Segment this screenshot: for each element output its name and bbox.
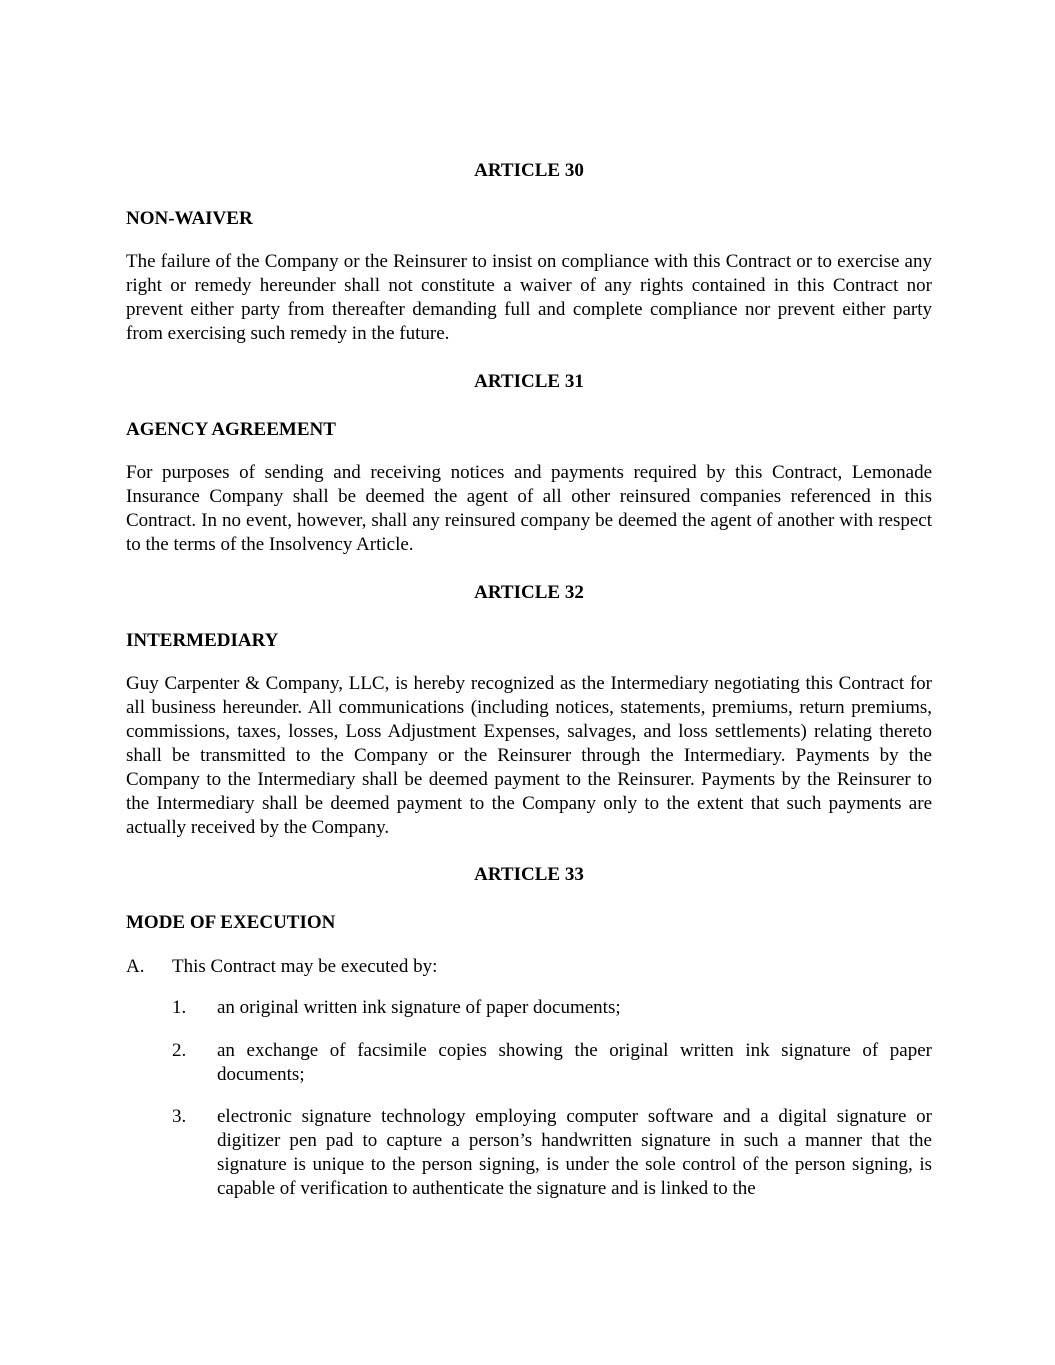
- intermediary-paragraph: Guy Carpenter & Company, LLC, is hereby recognized as the Intermediary negotiating this Contract for all business hereunder. All communications (including notices, statements, premiums, return premiums, commissions, taxes, losses, Loss Adjustment Expenses, salvages, and loss settlements) relating thereto shall be transmitted to the Company or the Reinsurer through the Intermediary. Payments by the Company to the Intermediary shall be deemed payment to the Reinsurer. Payments by the Reinsurer to the Intermediary shall be deemed payment to the Company only to the extent that such payments are actually received by the Company.: [126, 673, 932, 838]
- intermediary-title: INTERMEDIARY: [126, 630, 279, 651]
- non-waiver-title: NON-WAIVER: [126, 208, 253, 229]
- article-31-heading: ARTICLE 31: [474, 371, 584, 392]
- list-item-text: an original written ink signature of paper documents;: [217, 997, 621, 1018]
- agency-agreement-title: AGENCY AGREEMENT: [126, 419, 336, 440]
- list-marker: 1.: [172, 997, 187, 1018]
- list-marker: 3.: [172, 1106, 187, 1127]
- article-32-heading: ARTICLE 32: [474, 582, 584, 603]
- non-waiver-paragraph: The failure of the Company or the Reinsurer to insist on compliance with this Contract or to exercise any right or remedy hereunder shall not constitute a waiver of any rights contained in this Contract nor prevent either party from thereafter demanding full and complete compliance nor prevent either party from exercising such remedy in the future.: [126, 251, 932, 344]
- list-item-text: This Contract may be executed by:: [172, 956, 438, 977]
- list-marker: 2.: [172, 1040, 187, 1061]
- list-marker: A.: [126, 956, 145, 977]
- article-30-heading: ARTICLE 30: [474, 160, 584, 181]
- list-item-text: an exchange of facsimile copies showing the original written ink signature of paper documents;: [217, 1040, 932, 1085]
- document-page: [126, 0, 932, 1365]
- list-item-text: electronic signature technology employing computer software and a digital signature or digitizer pen pad to capture a person’s handwritten signature in such a manner that the signature is unique to the person signing, is under the sole control of the person signing, is capable of verification to authenticate the signature and is linked to the: [217, 1106, 932, 1199]
- mode-of-execution-title: MODE OF EXECUTION: [126, 912, 336, 933]
- agency-agreement-paragraph: For purposes of sending and receiving notices and payments required by this Contract, Lemonade Insurance Company shall be deemed the agent of all other reinsured companies referenced in this Contract. In no event, however, shall any reinsured company be deemed the agent of another with respect to the terms of the Insolvency Article.: [126, 462, 932, 555]
- article-33-heading: ARTICLE 33: [474, 864, 584, 885]
